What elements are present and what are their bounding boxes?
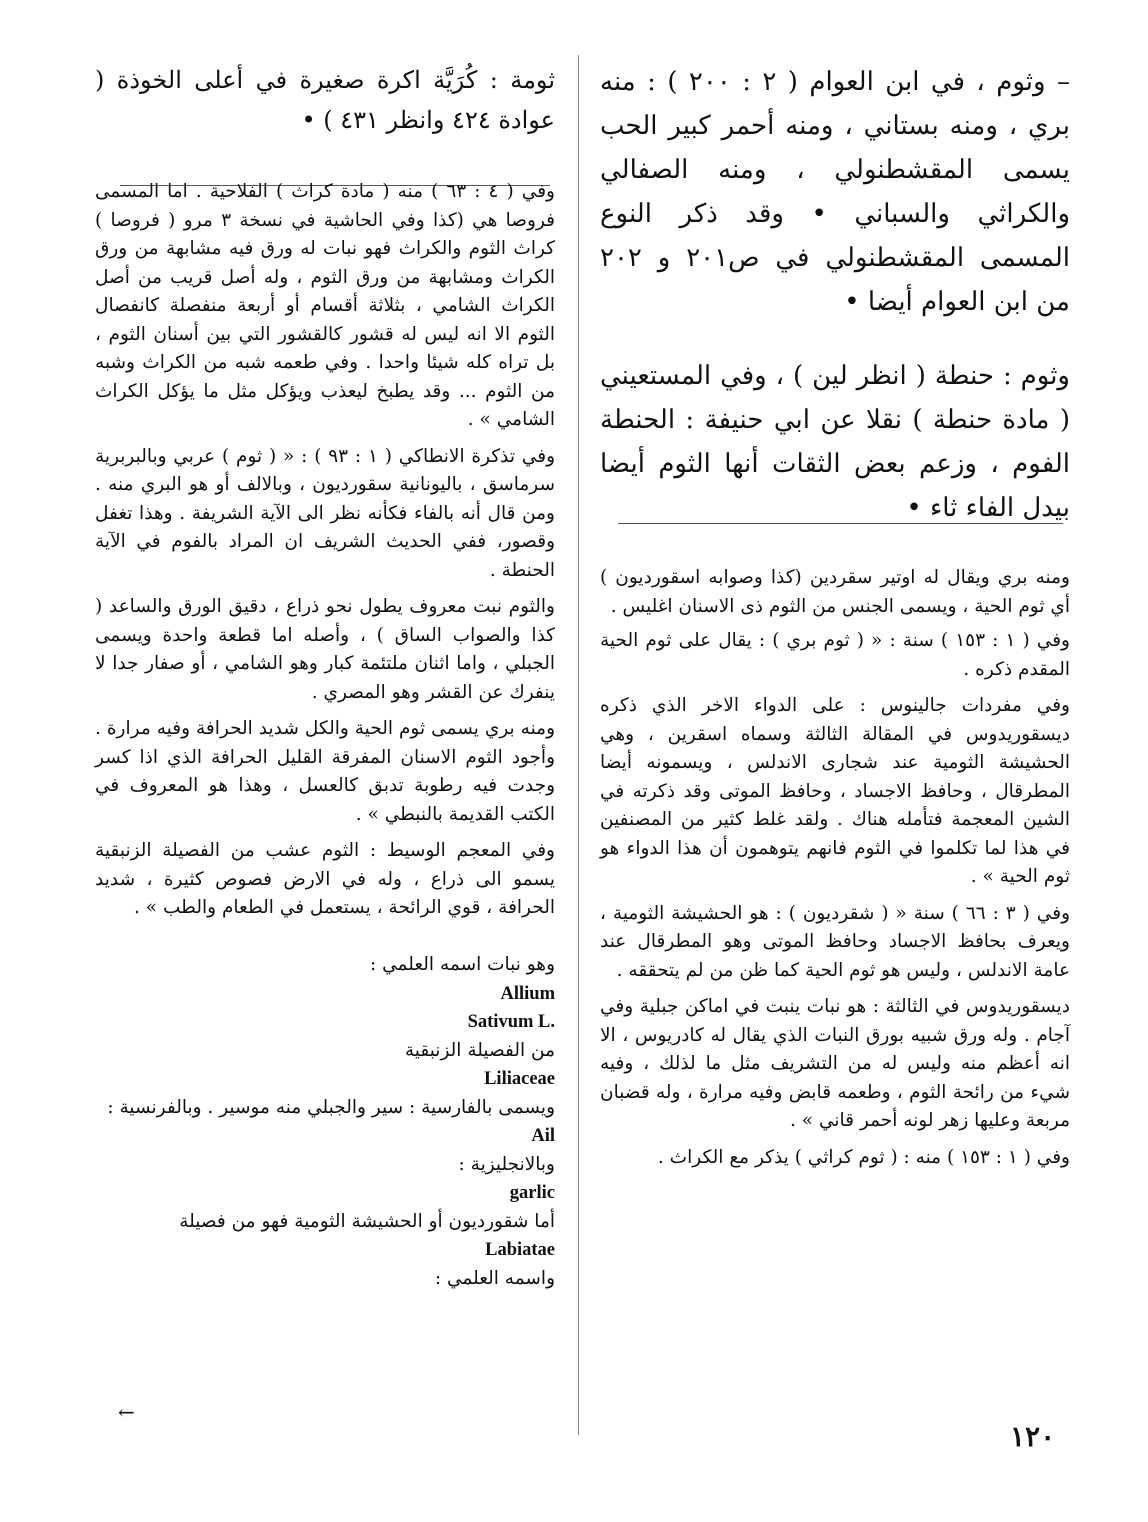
left-entry-1: ثومة : كُرَيَّة اكرة صغيرة في أعلى الخوذة ( عوادة ٤٢٤ وانظر ٤٣١ ) • bbox=[95, 66, 555, 134]
right-paragraph-2: وفي ( ١ : ١٥٣ ) سنة : « ( ثوم بري ) : يقال على ثوم الحية المقدم ذكره . bbox=[600, 630, 1070, 680]
left-column bbox=[95, 60, 555, 1293]
left-paragraph-6 bbox=[95, 923, 555, 1294]
right-divider-rule bbox=[618, 523, 1063, 524]
scientific-name-outro: واسمه العلمي : bbox=[434, 1267, 555, 1289]
scientific-name-intro: وهو نبات اسمه العلمي : bbox=[370, 954, 555, 975]
page-number: ١٢٠ bbox=[1010, 1420, 1056, 1453]
left-paragraph-5: وفي المعجم الوسيط : الثوم عشب من الفصيلة الزنبقية يسمو الى ذراع ، وله في الارض فصوص كثيرة ، شديد الحرافة ، قوي الرائحة ، يستعمل في الطعام والطب » . bbox=[95, 840, 555, 918]
latin-species: Sativum L. bbox=[467, 1012, 555, 1032]
english-intro: وبالانجليزية : bbox=[458, 1153, 555, 1175]
family-intro: من الفصيلة الزنبقية bbox=[404, 1039, 555, 1061]
left-paragraph-4: ومنه بري يسمى ثوم الحية والكل شديد الحرافة وفيه مرارة . وأجود الثوم الاسنان المفرقة القليل الحرافة الذي اذا كسر وجدت فيه رطوبة تدبق كالعسل ، وهذا هو المعروف في الكتب القديمة بالنبطي » . bbox=[95, 718, 555, 825]
continuation-arrow-icon: ← bbox=[118, 1400, 135, 1424]
right-paragraph-6: وفي ( ١ : ١٥٣ ) منه : ( ثوم كراثي ) يذكر مع الكراث . bbox=[657, 1146, 1070, 1168]
english-name: garlic bbox=[509, 1183, 555, 1203]
right-paragraph-5: ديسقوريدوس في الثالثة : هو نبات ينبت في اماكن جبلية وفي آجام . وله ورق شبيه بورق النبات الذي يقال له كادريوس ، الا انه أعظم منه وليس له من التشريف مثل ما لذلك ، وفيه شيء من رائحة الثوم ، وطعمه قابض وفيه مرارة ، وله قضبان مربعة وعليها زهر لونه أحمر قاني » . bbox=[600, 996, 1070, 1131]
latin-family: Liliaceae bbox=[484, 1069, 555, 1089]
right-column bbox=[600, 60, 1070, 1172]
left-paragraph-2: وفي تذكرة الانطاكي ( ١ : ٩٣ ) : « ( ثوم ) عربي وبالبربرية سرماسق ، باليونانية سقورديون ، وبالالف أو هو البري منه . ومن قال أنه بالفاء فكأنه نظر الى الآية الشريفة . وهذا تغفل وقصور، ففي الحديث الشريف ان المراد بالفوم في الآية الحنطة . bbox=[95, 445, 556, 581]
french-name: Ail bbox=[531, 1126, 555, 1146]
right-entry-2: وثوم : حنطة ( انظر لين ) ، وفي المستعيني ( مادة حنطة ) نقلا عن ابي حنيفة : الحنطة الفوم ، وزعم بعض الثقات أنها الثوم أيضا بيدل الفاء ثاء • bbox=[600, 361, 1070, 523]
left-paragraph-3: والثوم نبت معروف يطول نحو ذراع ، دقيق الورق والساعد ( كذا والصواب الساق ) ، وأصله اما قطعة واحدة ويسمى الجبلي ، واما اثنان ملتئمة كبار وهو الشامي ، أو صفار جدا لا ينفرك عن القشر وهو المصري . bbox=[95, 596, 555, 703]
column-divider bbox=[578, 55, 579, 1435]
right-entry-1: – وثوم ، في ابن العوام ( ٢ : ٢٠٠ ) : منه بري ، ومنه بستاني ، ومنه أحمر كبير الحب يسمى المقشطنولي ، ومنه الصفالي والكراثي والسباني • وقد ذكر النوع المسمى المقشطنولي في ص٢٠١ و ٢٠٢ من ابن العوام أيضا • bbox=[600, 67, 1070, 317]
persian-french-names: ويسمى بالفارسية : سير والجبلي منه موسير . وبالفرنسية : bbox=[107, 1096, 555, 1118]
latin-genus: Allium bbox=[500, 983, 555, 1004]
labiatae-intro: أما شقورديون أو الحشيشة الثومية فهو من فصيلة bbox=[179, 1210, 555, 1232]
right-paragraph-1: ومنه بري ويقال له اوتير سقردين (كذا وصوابه اسقورديون ) أي ثوم الحية ، ويسمى الجنس من الثوم ذى الاسنان اغليس . bbox=[600, 567, 1070, 617]
labiatae-family: Labiatae bbox=[485, 1240, 555, 1260]
right-paragraph-3: وفي مفردات جالينوس : على الدواء الاخر الذي ذكره ديسقوريدوس في المقالة الثالثة وسماه اسقرين ، وهي الحشيشة الثومية عند شجارى الاندلس ، ويسمونه أيضا المطرقال ، وحافظ الاجساد ، وحافظ الموتى وقد ذكرته في الشين المعجمة فتأمله هناك . ولقد غلط كثير من المصنفين في هذا لما تكلموا في الثوم فانهم يتوهمون أن هذا الدواء هو ثوم الحية » . bbox=[600, 695, 1070, 887]
left-paragraph-1: وفي ( ٤ : ٦٣ ) منه ( مادة كراث ) الفلاحية . اما المسمى فروصا هي (كذا وفي الحاشية في نسخة ٣ مرو ( فروصا ) كراث الثوم والكراث فهو نبات له ورق فيه مشابهة من ورق الكراث ومشابهة من ورق الثوم ، وله أصل قريب من أصل الكراث الشامي ، بثلاثة أقسام أو أربعة منفصلة كانفصال الثوم الا انه ليس له قشور كالقشور التي بين أسنان الثوم ، بل تراه كله شيئا واحدا . وفي طعمه شبه من الكراث وشبه من الثوم ... وقد يطبخ ليعذب ويؤكل مثل ما يؤكل الكراث الشامي » . bbox=[95, 181, 555, 430]
right-paragraph-4: وفي ( ٣ : ٦٦ ) سنة « ( شقرديون ) : هو الحشيشة الثومية ، ويعرف بحافظ الاجساد وحافظ الموتى وهو المطرقال عند عامة الاندلس ، وليس هو ثوم الحية كما ظن من لم يتحققه . bbox=[600, 902, 1070, 981]
